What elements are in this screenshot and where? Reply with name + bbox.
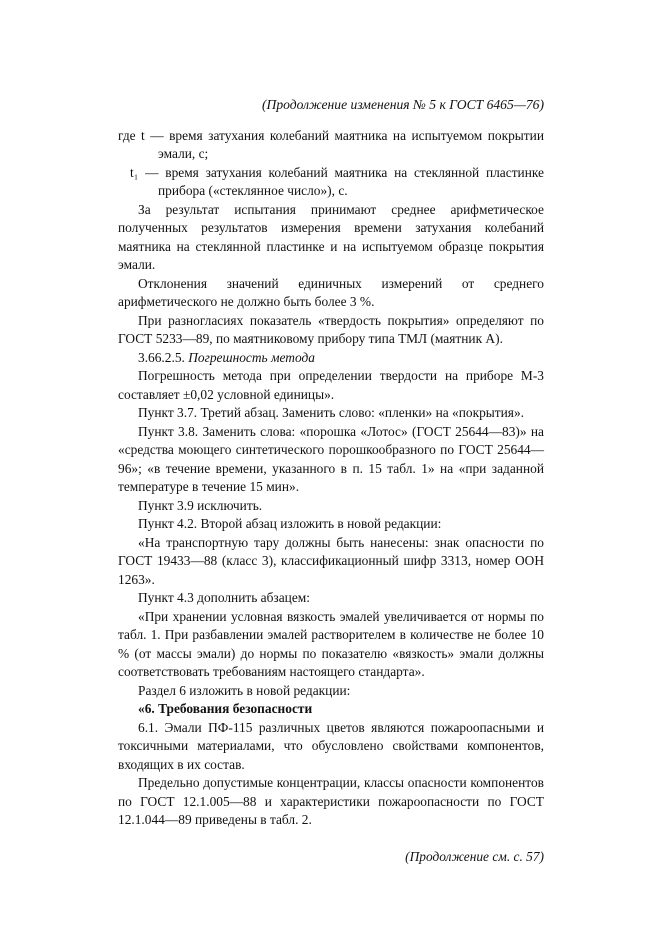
paragraph-section-6: Раздел 6 изложить в новой редакции: [138,682,351,698]
paragraph-6-1: 6.1. Эмали ПФ-115 различных цветов являются пожароопасными и токсичными материалами, что обусловлено свойствами компонентов, входящих в их состав. [118,719,544,772]
paragraph-concentrations: Предельно допустимые концентрации, классы опасности компонентов по ГОСТ 12.1.005—88 и характеристики пожароопасности по ГОСТ 12.1.044—89 приведены в табл. 2. [118,775,544,827]
paragraph-item-3-8: Пункт 3.8. Заменить слова: «порошка «Лотос» (ГОСТ 25644—83)» на «средства моющего синтетического порошкообразного по ГОСТ 25644—96»; «в течение времени, указанного в п. 15 табл. 1» на «при заданной температуре в течение 15 мин». [118,423,544,494]
paragraph-safety-heading: «6. Требования безопасности [138,701,313,716]
continuation-footer: (Продолжение см. с. 57) [405,848,544,864]
paragraph-item-3-7: Пункт 3.7. Третий абзац. Заменить слово: «пленки» на «покрытия». [138,405,525,420]
paragraph-where-t: где t — время затухания колебаний маятника на испытуемом покрытии эмали, с; [118,127,544,161]
paragraph-item-4-2: Пункт 4.2. Второй абзац изложить в новой редакции: [138,516,442,531]
paragraph-where-t1: t₁ — время затухания колебаний маятника на стеклянной пластинке прибора («стеклянное число»), с. [130,164,544,198]
paragraph-item-4-3: Пункт 4.3 дополнить абзацем: [138,590,310,605]
section-number: 3.66.2.5. [138,349,185,365]
paragraph-disagreement: При разногласиях показатель «твердость покрытия» определяют по ГОСТ 5233—89, по маятниковому прибору типа ТМЛ (маятник А). [118,312,544,346]
paragraph-storage: «При хранении условная вязкость эмалей увеличивается от нормы по табл. 1. При разбавлении эмалей растворителем в количестве не более 10 % (от массы эмали) до нормы по показателю «вязкость» эмали должны соответствовать требованиям настоящего стандарта». [118,608,544,679]
section-title: Погрешность метода [188,349,315,365]
paragraph-deviation: Отклонения значений единичных измерений от среднего арифметического не должно быть более 3 %. [118,275,544,309]
document-page [118,96,544,866]
paragraph-result: За результат испытания принимают среднее арифметическое полученных результатов измерения времени затухания колебаний маятника на стеклянной пластинке и на испытуемом образце покрытия эмали. [118,201,544,272]
paragraph-transport-label: «На транспортную тару должны быть нанесены: знак опасности по ГОСТ 19433—88 (класс 3), классификационный шифр 3313, номер ООН 1263». [118,534,544,587]
paragraph-item-3-9: Пункт 3.9 исключить. [138,497,263,513]
paragraph-method-error: Погрешность метода при определении твердости на приборе М-3 составляет ±0,02 условной единицы». [118,368,544,402]
paragraph-section-heading [118,349,544,368]
continuation-header: (Продолжение изменения № 5 к ГОСТ 6465—76) [262,97,544,112]
